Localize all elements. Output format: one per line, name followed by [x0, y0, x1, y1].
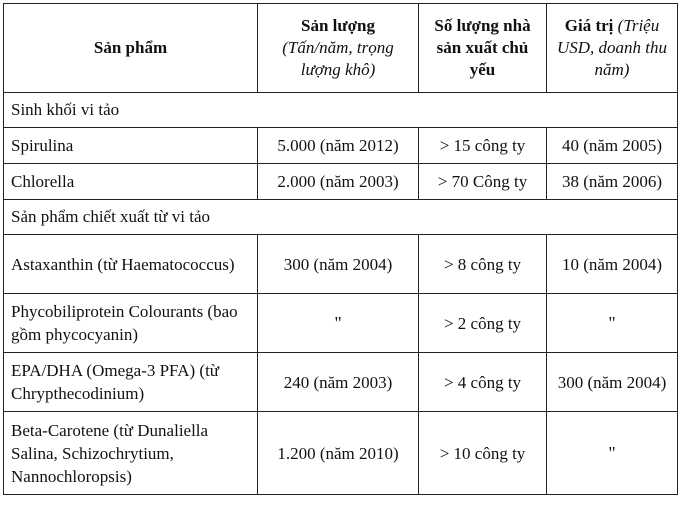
cell-producers: > 4 công ty	[419, 353, 547, 412]
cell-producers: > 15 công ty	[419, 128, 547, 164]
cell-producers: > 8 công ty	[419, 235, 547, 294]
cell-value: 40 (năm 2005)	[547, 128, 678, 164]
table-row	[4, 412, 678, 495]
header-producers	[419, 4, 547, 93]
cell-value-ditto: "	[547, 412, 678, 495]
section-title: Sinh khối vi tảo	[4, 93, 678, 128]
cell-product: Phycobiliprotein Colourants (bao gồm phycocyanin)	[4, 294, 258, 353]
cell-producers: > 10 công ty	[419, 412, 547, 495]
header-output	[258, 4, 419, 93]
cell-output-ditto: "	[258, 294, 419, 353]
cell-output: 1.200 (năm 2010)	[258, 412, 419, 495]
section-title: Sản phẩm chiết xuất từ vi tảo	[4, 200, 678, 235]
section-row-extracts	[4, 200, 678, 235]
table-row	[4, 353, 678, 412]
cell-output: 300 (năm 2004)	[258, 235, 419, 294]
table-row	[4, 294, 678, 353]
table-row	[4, 128, 678, 164]
header-value-title: Giá trị	[564, 16, 614, 35]
cell-product: EPA/DHA (Omega-3 PFA) (từ Chrypthecodinium)	[4, 353, 258, 412]
cell-value: 38 (năm 2006)	[547, 164, 678, 200]
cell-product: Astaxanthin (từ Haematococcus)	[4, 235, 258, 294]
section-row-biomass	[4, 93, 678, 128]
table-header-row	[4, 4, 678, 93]
table-row	[4, 235, 678, 294]
cell-output: 240 (năm 2003)	[258, 353, 419, 412]
table-row	[4, 164, 678, 200]
cell-output: 2.000 (năm 2003)	[258, 164, 419, 200]
cell-producers: > 2 công ty	[419, 294, 547, 353]
header-value-unit: (Triệu USD, doanh thu năm)	[556, 16, 668, 79]
header-product: Sản phẩm	[4, 4, 258, 93]
cell-value: 300 (năm 2004)	[547, 353, 678, 412]
cell-product: Beta-Carotene (từ Dunaliella Salina, Schizochrytium, Nannochloropsis)	[4, 412, 258, 495]
microalgae-products-table	[3, 3, 678, 495]
header-producers-title: Số lượng nhà sản xuất chủ yếu	[434, 16, 531, 79]
cell-output: 5.000 (năm 2012)	[258, 128, 419, 164]
cell-value: 10 (năm 2004)	[547, 235, 678, 294]
header-output-unit: (Tấn/năm, trọng lượng khô)	[282, 38, 394, 79]
cell-product: Chlorella	[4, 164, 258, 200]
header-output-title: Sản lượng	[301, 16, 375, 35]
cell-value-ditto: "	[547, 294, 678, 353]
cell-producers: > 70 Công ty	[419, 164, 547, 200]
cell-product: Spirulina	[4, 128, 258, 164]
header-value	[547, 4, 678, 93]
